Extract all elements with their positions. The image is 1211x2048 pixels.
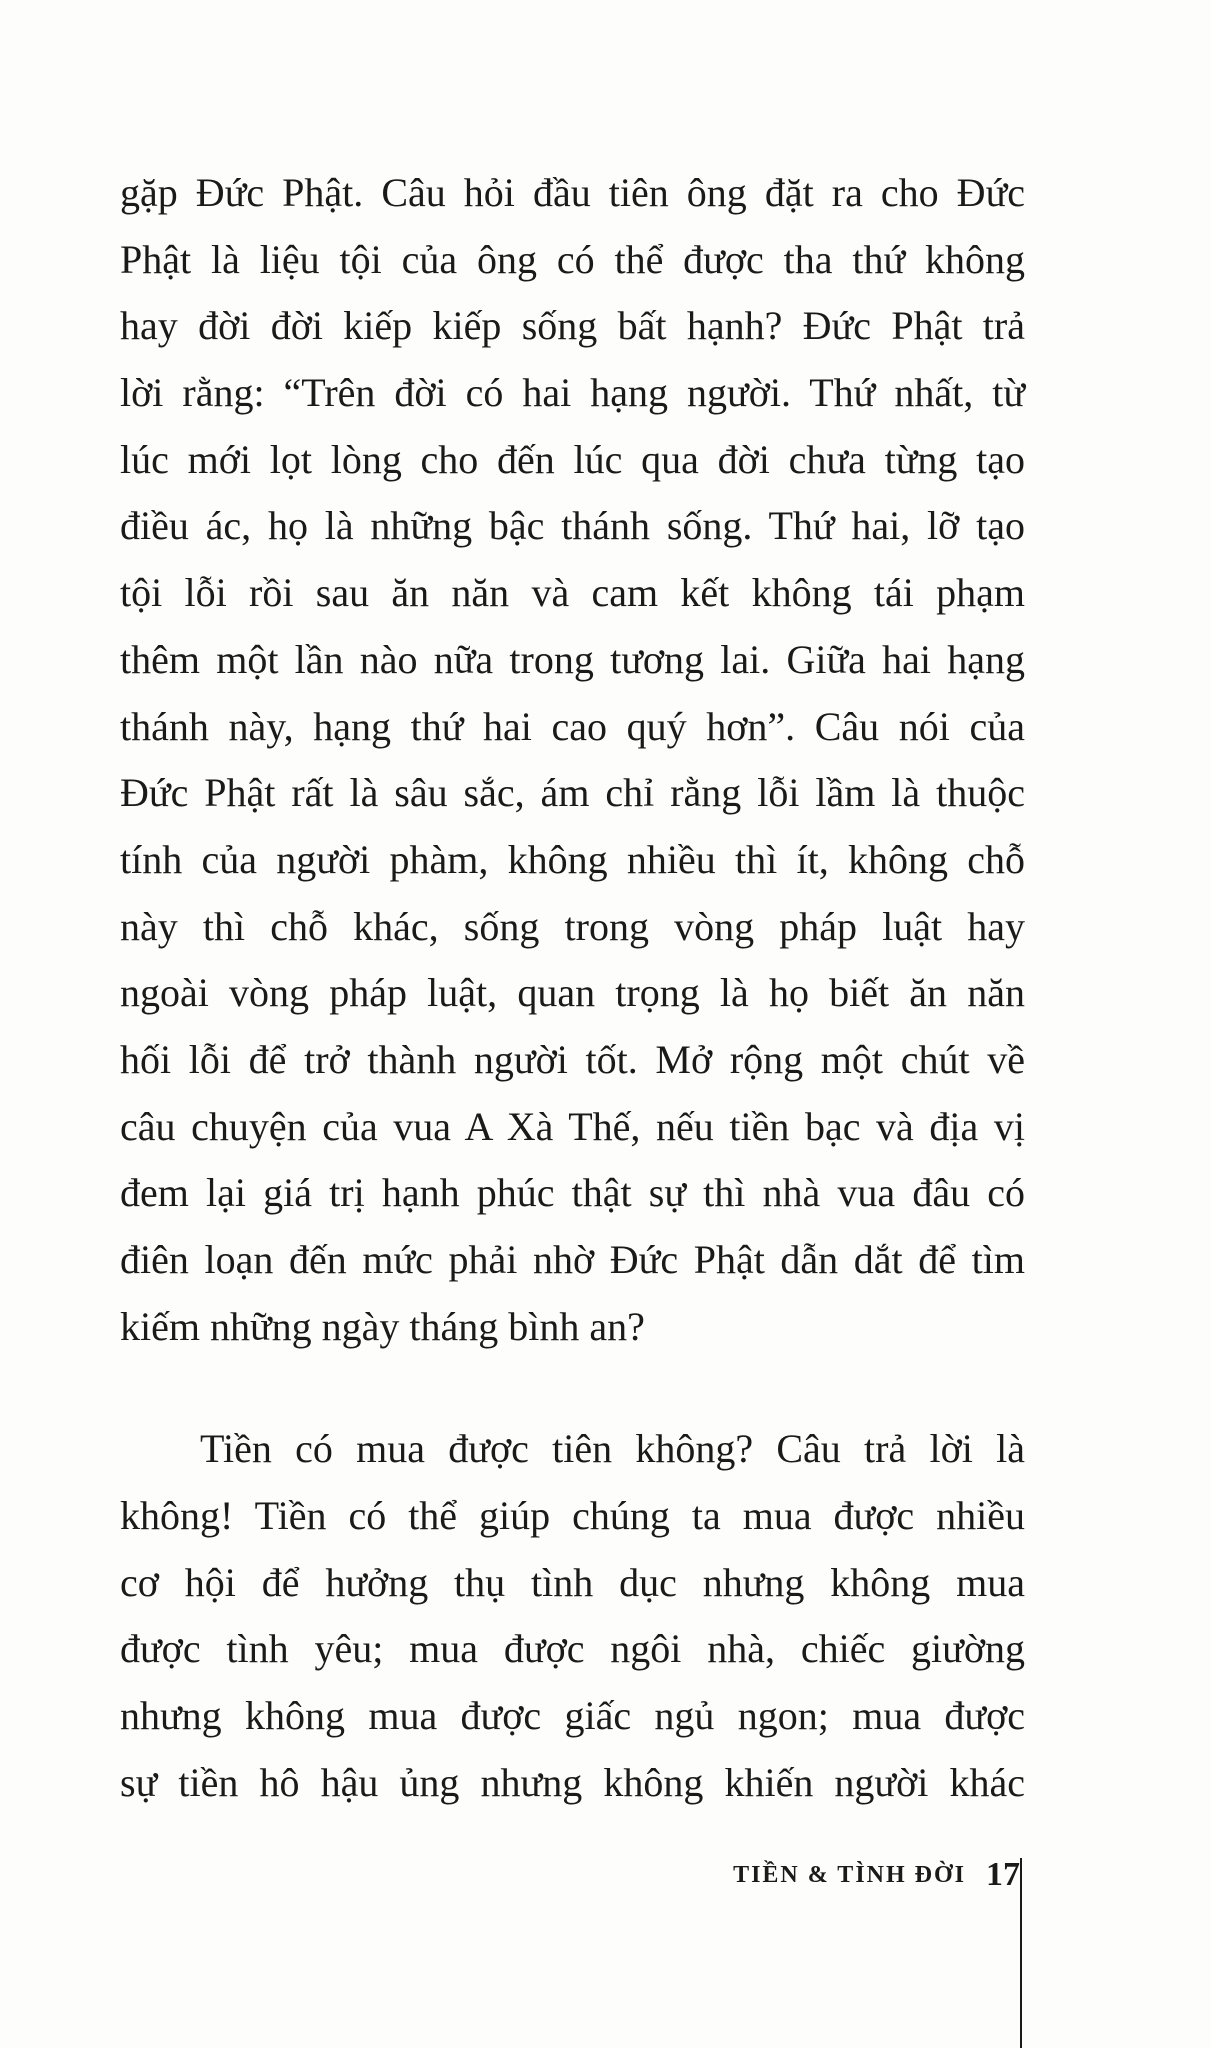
running-title: TIỀN & TÌNH ĐỜI (733, 1861, 966, 1888)
text-line: Đức Phật rất là sâu sắc, ám chỉ rằng lỗi lầm là thuộc (120, 770, 1025, 816)
text-line: cơ hội để hưởng thụ tình dục nhưng không mua (120, 1559, 1025, 1605)
paragraph-spacer (120, 1360, 1025, 1416)
text-line: lời rằng: “Trên đời có hai hạng người. Thứ nhất, từ (120, 370, 1025, 416)
text-line: lúc mới lọt lòng cho đến lúc qua đời chưa từng tạo (120, 436, 1025, 482)
text-line: Tiền có mua được tiên không? Câu trả lời là (200, 1426, 1025, 1472)
paragraph-1 (120, 160, 1025, 1360)
text-line: tính của người phàm, không nhiều thì ít, không chỗ (120, 836, 1025, 882)
text-line: ngoài vòng pháp luật, quan trọng là họ biết ăn năn (120, 970, 1025, 1016)
text-line: sự tiền hô hậu ủng nhưng không khiến người khác (120, 1759, 1025, 1805)
text-line: được tình yêu; mua được ngôi nhà, chiếc giường (120, 1626, 1025, 1672)
text-line: gặp Đức Phật. Câu hỏi đầu tiên ông đặt ra cho Đức (120, 170, 1025, 215)
text-line: câu chuyện của vua A Xà Thế, nếu tiền bạc và địa vị (120, 1103, 1025, 1149)
text-line: đem lại giá trị hạnh phúc thật sự thì nhà vua đâu có (120, 1170, 1025, 1216)
text-line: kiếm những ngày tháng bình an? (120, 1303, 645, 1349)
text-line: hối lỗi để trở thành người tốt. Mở rộng một chút về (120, 1036, 1025, 1082)
body-text (120, 160, 1025, 1817)
text-line: điên loạn đến mức phải nhờ Đức Phật dẫn dắt để tìm (120, 1237, 1025, 1282)
text-line: hay đời đời kiếp kiếp sống bất hạnh? Đức Phật trả (120, 303, 1025, 349)
text-line: này thì chỗ khác, sống trong vòng pháp luật hay (120, 903, 1025, 949)
text-line: thánh này, hạng thứ hai cao quý hơn”. Câu nói của (120, 703, 1025, 749)
page-number: 17 (986, 1856, 1020, 1893)
text-line: điều ác, họ là những bậc thánh sống. Thứ hai, lỡ tạo (120, 503, 1025, 549)
page-edge-rule (1020, 1858, 1022, 2048)
page-footer (680, 1850, 1020, 1900)
text-line: nhưng không mua được giấc ngủ ngon; mua được (120, 1693, 1025, 1739)
text-line: thêm một lần nào nữa trong tương lai. Giữa hai hạng (120, 636, 1025, 682)
text-line: tội lỗi rồi sau ăn năn và cam kết không tái phạm (120, 570, 1025, 616)
text-line: không! Tiền có thể giúp chúng ta mua được nhiều (120, 1493, 1025, 1539)
paragraph-2 (120, 1416, 1025, 1816)
text-line: Phật là liệu tội của ông có thể được tha thứ không (120, 236, 1025, 282)
